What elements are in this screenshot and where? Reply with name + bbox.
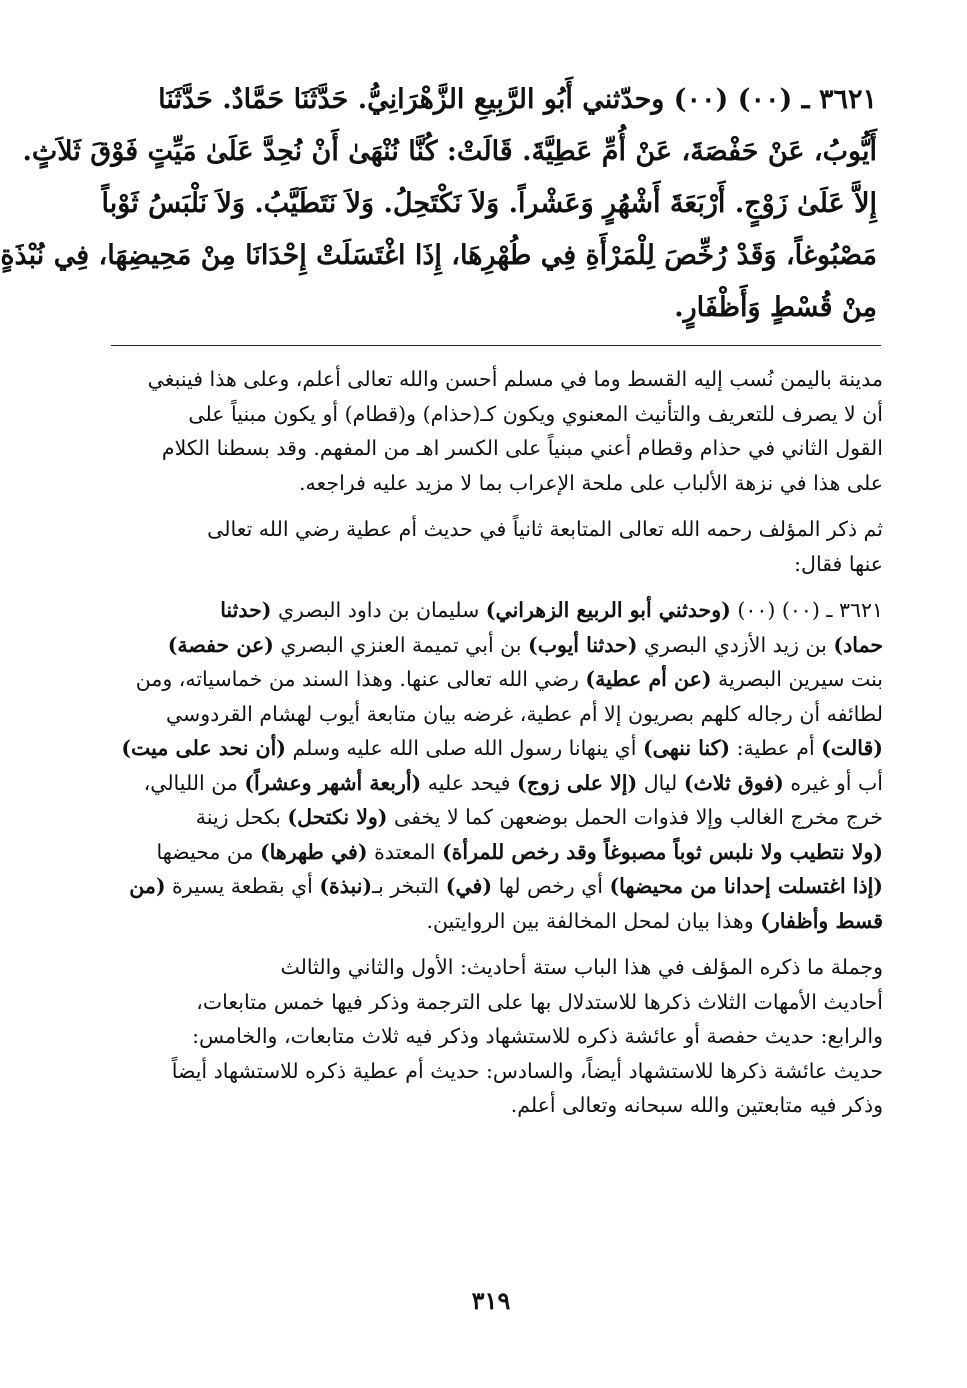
quoted-text: (قالت) <box>821 736 883 760</box>
page-number: ٣١٩ <box>471 1286 511 1315</box>
explanation-text: التبخر بـ <box>372 874 446 898</box>
explanation-text: ليال <box>637 770 684 795</box>
hadith-line: ٣٦٢١ ـ (٠٠) (٠٠) وحدّثني أَبُو الرَّبِيعِ الزَّهْرَانِيُّ. حَدَّثَنَا حَمَّادٌ. حَدَّثَنَا <box>158 84 877 115</box>
commentary-line: مدينة باليمن نُسب إليه القسط وما في مسلم أحسن والله تعالى أعلم، وعلى هذا فينبغي <box>147 367 883 391</box>
commentary-line: عنها فقال: <box>794 551 883 576</box>
commentary-line <box>111 593 883 628</box>
quoted-text: (إلا على زوج) <box>517 770 638 795</box>
commentary-line: حديث عائشة ذكرها للاستشهاد أيضاً، والسادس: حديث أم عطية ذكره للاستشهاد أيضاً <box>171 1058 883 1083</box>
commentary-line <box>111 904 883 939</box>
quoted-text: (أربعة أشهر وعشراً) <box>244 770 422 795</box>
commentary-line <box>111 731 883 766</box>
hadith-line: أَيُّوبُ، عَنْ حَفْصَةَ، عَنْ أُمِّ عَطِيَّةَ. قَالَتْ: كُنَّا نُنْهَىٰ أَنْ نُحِدَّ عَلَىٰ مَيِّتٍ فَوْقَ ثَلاَثٍ. <box>22 136 877 167</box>
commentary-line <box>111 662 883 697</box>
explanation-text: أي ينهانا رسول الله صلى الله عليه وسلم <box>286 736 643 760</box>
quoted-text: حماد) <box>833 632 883 657</box>
quoted-text: (فوق ثلاث) <box>683 770 784 795</box>
paragraph-gap <box>111 581 883 593</box>
explanation-text: أب أو غيره <box>783 770 883 795</box>
commentary-line: والرابع: حديث حفصة أو عائشة ذكره للاستشهاد وذكر فيه ثلاث متابعات، والخامس: <box>192 1024 883 1048</box>
commentary-line: لطائفه أن رجاله كلهم بصريون إلا أم عطية، غرضه بيان متابعة أيوب لهشام القردوسي <box>165 701 883 726</box>
hadith-number: ٣٦٢١ ـ (٠٠) (٠٠) <box>730 598 883 622</box>
explanation-text: فيحد عليه <box>421 770 517 795</box>
explanation-text: رضي الله تعالى عنها. وهذا السند من خماسياته، ومن <box>135 667 586 691</box>
quoted-text: (في) <box>445 874 493 898</box>
commentary-line: أن لا يصرف للتعريف والتأنيث المعنوي ويكون كـ(حذام) و(قطام) أو يكون مبنياً على <box>188 401 883 426</box>
quoted-text: (في طهرها) <box>259 839 368 864</box>
commentary-line: أحاديث الأمهات الثلاث ذكرها للاستدلال بها على الترجمة وذكر فيها خمس متابعات، <box>196 989 883 1014</box>
commentary <box>111 362 883 1262</box>
explanation-text: بكحل زينة <box>195 805 288 829</box>
quoted-text: (ولا نتطيب ولا نلبس ثوباً مصبوغاً وقد رخص للمرأة) <box>441 839 883 864</box>
quoted-text: (حدثنا أيوب) <box>528 632 638 657</box>
paragraph-gap <box>111 938 883 950</box>
explanation-text: بنت سيرين البصرية <box>711 667 883 691</box>
hadith-text <box>0 74 877 334</box>
commentary-line: القول الثاني في حذام وقطام أعني مبنياً على الكسر اهـ من المفهم. وقد بسطنا الكلام <box>161 436 883 460</box>
quoted-text: (عن حفصة) <box>167 632 274 657</box>
explanation-text: أي رخص لها <box>492 874 610 898</box>
quoted-text: (وحدثني أبو الربيع الزهراني) <box>485 598 731 622</box>
quoted-text: (إذا اغتسلت إحدانا من محيضها) <box>609 874 883 898</box>
commentary-line <box>111 800 883 835</box>
quoted-text: (ولا نكتحل) <box>287 805 388 829</box>
commentary-line: على هذا في نزهة الألباب على ملحة الإعراب بما لا مزيد عليه فراجعه. <box>299 470 883 495</box>
commentary-line: وذكر فيه متابعتين والله سبحانه وتعالى أعلم. <box>510 1093 883 1117</box>
quoted-text: (حدثنا <box>220 598 272 622</box>
hadith-line: مِنْ قُسْطٍ وَأَظْفَارٍ. <box>674 292 877 323</box>
explanation-text: خرج مخرج الغالب وإلا فذوات الحمل بوضعهن كما لا يخفى <box>387 805 883 829</box>
explanation-text: وهذا بيان لمحل المخالفة بين الروايتين. <box>426 908 761 933</box>
quoted-text: (من <box>129 874 166 898</box>
explanation-text: بن أبي تميمة العنزي البصري <box>273 632 528 657</box>
explanation-text: سليمان بن داود البصري <box>271 598 486 622</box>
commentary-line <box>111 869 883 904</box>
commentary-line <box>111 628 883 663</box>
paragraph-gap <box>111 500 883 512</box>
explanation-text: من محيضها <box>156 839 260 864</box>
footnote-divider <box>111 345 881 346</box>
quoted-text: قسط وأظفار) <box>760 908 883 933</box>
hadith-line: مَصْبُوغاً، وَقَدْ رُخِّصَ لِلْمَرْأَةِ فِي طُهْرِهَا، إِذَا اغْتَسَلَتْ إِحْدَانَا مِنْ مَحِيضِهَا، فِي نُبْذَةٍ <box>0 240 877 271</box>
commentary-line: ثم ذكر المؤلف رحمه الله تعالى المتابعة ثانياً في حديث أم عطية رضي الله تعالى <box>207 517 883 541</box>
commentary-line: وجملة ما ذكره المؤلف في هذا الباب ستة أحاديث: الأول والثاني والثالث <box>280 955 883 979</box>
quoted-text: (أن نحد على ميت) <box>121 736 287 760</box>
quoted-text: (كنا ننهى) <box>642 736 731 760</box>
commentary-line <box>111 766 883 801</box>
hadith-line: إِلاَّ عَلَىٰ زَوْجٍ. أَرْبَعَةَ أَشْهُرٍ وَعَشْراً. وَلاَ نَكْتَحِلُ. وَلاَ نَتَطَيَّبُ. وَلاَ نَلْبَسُ ثَوْباً <box>101 188 877 219</box>
explanation-text: من الليالي، <box>143 770 245 795</box>
quoted-text: (عن أم عطية) <box>585 667 712 691</box>
explanation-text: أي بقطعة يسيرة <box>165 874 320 898</box>
commentary-line <box>111 835 883 870</box>
explanation-text: بن زيد الأزدي البصري <box>637 632 834 657</box>
explanation-text: المعتدة <box>367 839 442 864</box>
quoted-text: (نبذة) <box>319 874 373 898</box>
explanation-text: أم عطية: <box>730 736 822 760</box>
